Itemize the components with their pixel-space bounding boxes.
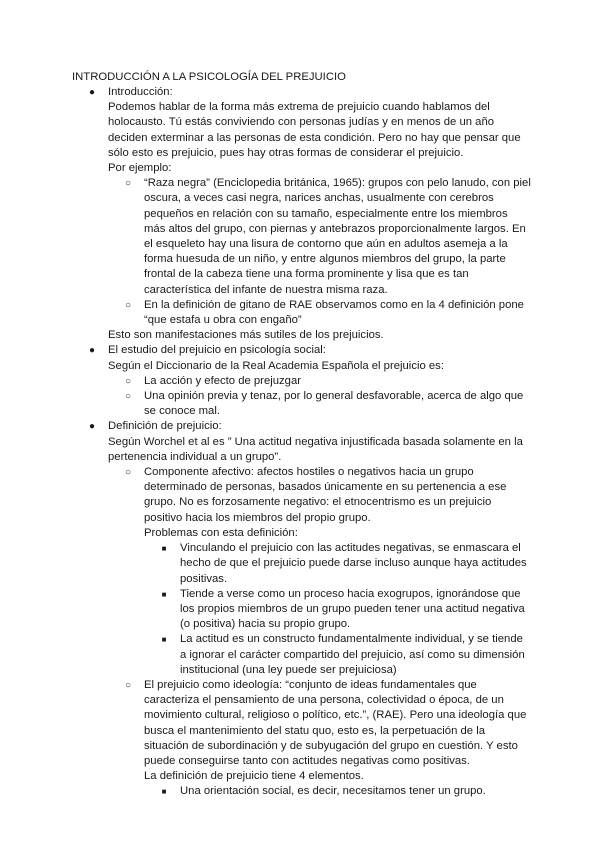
section-body: Podemos hablar de la forma más extrema de prejuicio cuando hablamos del holocausto. Tú estás conviviendo con personas judías y en menos de un año deciden exterminar a las personas de esta condición. Pero no hay que pensar que sólo esto es prejuicio, pues hay otras formas de considerar el prejuicio. xyxy=(108,101,521,159)
bullet-circle-icon: ○ xyxy=(124,299,132,311)
list-item-text: Tiende a verse como un proceso hacia exogrupos, ignorándose que los propios miembros de un grupo pueden tener una actitud negativa (o positiva) hacia su propio grupo. xyxy=(180,587,525,631)
section-lead: Por ejemplo: xyxy=(108,162,172,175)
bullet-square-icon: ■ xyxy=(161,787,167,797)
bullet-square-icon: ■ xyxy=(161,635,167,645)
document-title: INTRODUCCIÓN A LA PSICOLOGÍA DEL PREJUICIO xyxy=(72,71,346,83)
section-heading: El estudio del prejuicio en psicología social: xyxy=(108,344,326,357)
bullet-disc-icon: ● xyxy=(88,345,96,357)
list-item xyxy=(144,784,532,799)
list-item-text: El prejuicio como ideología: “conjunto de ideas fundamentales que caracteriza el pensamiento de una persona, colectividad o época, de un movimiento cultural, religioso o político, etc.”, (RAE). Pero una ideología que busca el mantenimiento del statu quo, esto es, la perpetuación de la situación de subordinación y de subyugación del grupo en cuestión. Y esto puede conseguirse tanto con actitudes negativas como positivas. xyxy=(144,678,527,767)
list-item-text: La acción y efecto de prejuzgar xyxy=(144,374,301,387)
bullet-circle-icon: ○ xyxy=(124,375,132,387)
list-item xyxy=(108,374,532,389)
section-estudio xyxy=(72,343,532,419)
list-item xyxy=(108,298,532,328)
list-item xyxy=(144,541,532,587)
section-body: Según el Diccionario de la Real Academia Española el prejuicio es: xyxy=(108,359,444,372)
list-item xyxy=(144,587,532,633)
list-item xyxy=(144,632,532,678)
section-heading: Introducción: xyxy=(108,86,173,98)
section-heading: Definición de prejuicio: xyxy=(108,420,222,433)
section-closing: Esto son manifestaciones más sutiles de los prejuicios. xyxy=(108,329,384,342)
document-content xyxy=(72,85,532,800)
list-item-text: Vinculando el prejuicio con las actitudes negativas, se enmascara el hecho de que el prejuicio puede darse incluso aunque haya actitudes positivas. xyxy=(180,542,527,585)
component-list xyxy=(108,465,532,799)
section-definicion xyxy=(72,419,532,799)
bullet-circle-icon: ○ xyxy=(124,178,132,190)
section-body: Según Worchel et al es ” Una actitud negativa injustificada basada solamente en la pertenencia individual a un grupo”. xyxy=(108,435,523,463)
list-item xyxy=(108,465,532,678)
element-list xyxy=(144,784,532,799)
bullet-disc-icon: ● xyxy=(88,421,96,433)
section-introduccion xyxy=(72,85,532,343)
bullet-square-icon: ■ xyxy=(161,544,167,554)
bullet-square-icon: ■ xyxy=(161,589,167,599)
section-list xyxy=(72,85,532,800)
problem-list xyxy=(144,541,532,678)
bullet-disc-icon: ● xyxy=(88,87,96,98)
list-item xyxy=(108,389,532,419)
list-item-text: La actitud es un constructo fundamentalmente individual, y se tiende a ignorar el carácter compartido del prejuicio, así como su dimensión institucional (una ley puede ser prejuiciosa) xyxy=(180,633,525,676)
list-item xyxy=(108,176,532,298)
list-item-text: “Raza negra” (Enciclopedia británica, 1965): grupos con pelo lanudo, con piel oscura, a veces casi negra, narices anchas, usualmente con cerebros pequeños en relación con su tamaño, especialmente entre los miembros más altos del grupo, con piernas y antebrazos proporcionalmente largos. En el esqueleto hay una lisura de contorno que aún en adultos asemeja a la forma huesuda de un niño, y entre algunos miembros del grupo, la parte frontal de la cabeza tiene una forma prominente y lisa que es tan característica del infante de nuestra misma raza. xyxy=(144,177,531,296)
list-item-lead: La definición de prejuicio tiene 4 elementos. xyxy=(144,770,364,783)
list-item-text: Una orientación social, es decir, necesitamos tener un grupo. xyxy=(180,785,486,798)
example-list xyxy=(108,176,532,328)
list-item-text: Componente afectivo: afectos hostiles o negativos hacia un grupo determinado de personas, basados únicamente en su pertenencia a ese grupo. No es forzosamente negativo: el etnocentrismo es un prejuicio positivo hacia los miembros del propio grupo. xyxy=(144,466,507,524)
list-item-lead: Problemas con esta definición: xyxy=(144,526,298,539)
list-item xyxy=(108,678,532,800)
list-item-text: En la definición de gitano de RAE observamos como en la 4 definición pone “que estafa u obra con engaño” xyxy=(144,298,524,327)
bullet-circle-icon: ○ xyxy=(124,467,132,479)
bullet-circle-icon: ○ xyxy=(124,391,132,403)
definition-list xyxy=(108,374,532,420)
list-item-text: Una opinión previa y tenaz, por lo general desfavorable, acerca de algo que se conoce mal. xyxy=(144,390,524,418)
bullet-circle-icon: ○ xyxy=(124,679,132,691)
